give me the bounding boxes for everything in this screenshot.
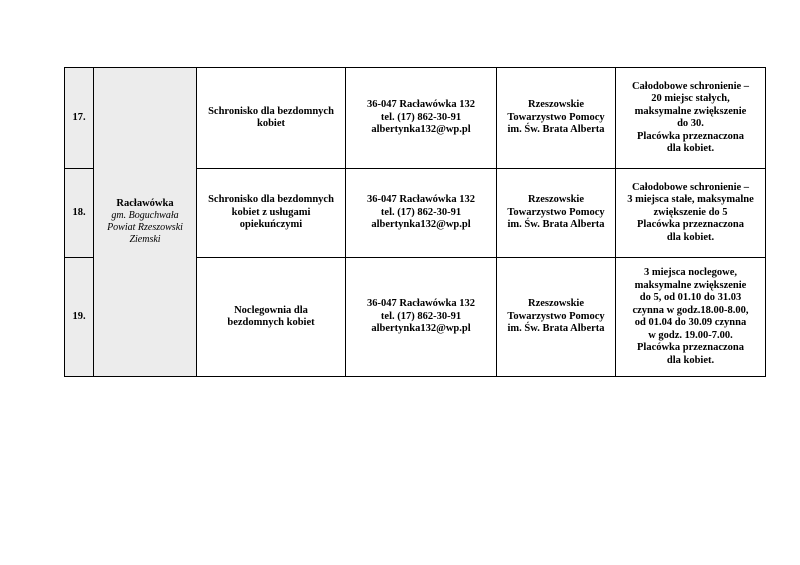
facility-address: 36-047 Racławówka 132 tel. (17) 862-30-91 albertynka132@wp.pl	[346, 68, 497, 169]
table-row	[65, 68, 766, 169]
location-commune: gm. Boguchwała	[111, 210, 179, 222]
row-number: 17.	[65, 68, 94, 169]
facility-operator: Rzeszowskie Towarzystwo Pomocy im. Św. Brata Alberta	[497, 169, 616, 258]
facility-address: 36-047 Racławówka 132 tel. (17) 862-30-91 albertynka132@wp.pl	[346, 169, 497, 258]
location-town: Racławówka	[116, 197, 174, 209]
facility-type: Schronisko dla bezdomnych kobiet	[197, 68, 346, 169]
facility-description: Całodobowe schronienie – 3 miejsca stałe, maksymalne zwiększenie do 5 Placówka przeznaczona dla kobiet.	[616, 169, 766, 258]
location-district-2: Ziemski	[129, 234, 161, 246]
facility-type: Schronisko dla bezdomnych kobiet z usługami opiekuńczymi	[197, 169, 346, 258]
shelters-table	[64, 67, 766, 377]
row-number: 19.	[65, 258, 94, 377]
facility-type: Noclegownia dla bezdomnych kobiet	[197, 258, 346, 377]
facility-address: 36-047 Racławówka 132 tel. (17) 862-30-91 albertynka132@wp.pl	[346, 258, 497, 377]
facility-description: 3 miejsca noclegowe, maksymalne zwiększenie do 5, od 01.10 do 31.03 czynna w godz.18.00-8.00, od 01.04 do 30.09 czynna w godz. 19.00-7.00. Placówka przeznaczona dla kobiet.	[616, 258, 766, 377]
row-number: 18.	[65, 169, 94, 258]
location-cell	[94, 68, 197, 377]
facility-description: Całodobowe schronienie – 20 miejsc stałych, maksymalne zwiększenie do 30. Placówka przeznaczona dla kobiet.	[616, 68, 766, 169]
facility-operator: Rzeszowskie Towarzystwo Pomocy im. Św. Brata Alberta	[497, 68, 616, 169]
location-district: Powiat Rzeszowski	[107, 222, 183, 234]
facility-operator: Rzeszowskie Towarzystwo Pomocy im. Św. Brata Alberta	[497, 258, 616, 377]
